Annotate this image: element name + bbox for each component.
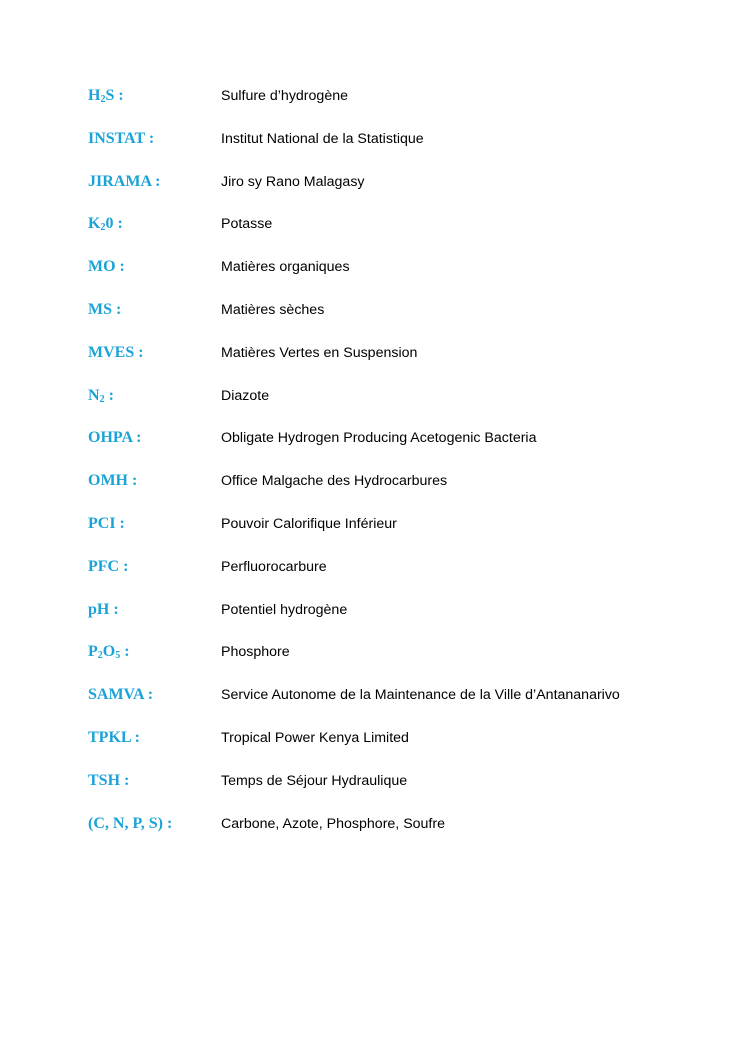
term-text: H — [88, 87, 101, 104]
abbreviation-row — [88, 429, 708, 472]
term-text: pH : — [88, 600, 119, 618]
abbreviation-row — [88, 130, 708, 173]
abbreviation-term — [88, 729, 221, 747]
abbreviation-term — [88, 601, 221, 619]
abbreviation-term — [88, 387, 221, 405]
abbreviation-row — [88, 301, 708, 344]
abbreviation-term — [88, 472, 221, 490]
abbreviation-definition: Obligate Hydrogen Producing Acetogenic Bacteria — [221, 430, 537, 447]
term-text: P — [88, 643, 98, 661]
abbreviation-row — [88, 87, 708, 130]
abbreviation-definition: Tropical Power Kenya Limited — [221, 729, 409, 746]
term-text: PCI : — [88, 514, 125, 532]
term-text: S : — [105, 87, 124, 104]
term-text: INSTAT : — [88, 129, 155, 147]
term-text: 0 : — [105, 215, 123, 233]
term-text: TSH : — [88, 771, 130, 789]
abbreviation-definition: Service Autonome de la Maintenance de la Ville d’Antananarivo — [221, 687, 620, 704]
abbreviation-term — [88, 815, 221, 833]
term-text: JIRAMA : — [88, 172, 161, 190]
abbreviation-definition: Potasse — [221, 216, 273, 233]
term-text: MS : — [88, 300, 122, 318]
abbreviation-term — [88, 87, 221, 105]
term-subscript: 2 — [99, 393, 105, 405]
abbreviation-row — [88, 729, 708, 772]
abbreviation-term — [88, 515, 221, 533]
abbreviation-definition: Phosphore — [221, 644, 290, 661]
abbreviation-row — [88, 472, 708, 515]
abbreviation-definition: Diazote — [221, 387, 270, 404]
term-text: : — [104, 386, 114, 404]
abbreviation-list — [88, 87, 708, 857]
abbreviation-term — [88, 686, 221, 704]
abbreviation-definition: Matières organiques — [221, 259, 350, 276]
term-subscript: 2 — [97, 650, 103, 662]
abbreviation-row — [88, 815, 708, 858]
abbreviation-term — [88, 130, 221, 148]
abbreviation-term — [88, 558, 221, 576]
term-text: PFC : — [88, 557, 129, 575]
abbreviation-row — [88, 215, 708, 258]
term-text: K — [88, 215, 101, 233]
abbreviation-definition: Matières Vertes en Suspension — [221, 344, 418, 361]
abbreviation-term — [88, 344, 221, 362]
term-text: SAMVA : — [88, 686, 154, 704]
abbreviation-term — [88, 643, 221, 661]
abbreviation-row — [88, 173, 708, 216]
term-text: OMH : — [88, 472, 138, 490]
term-subscript: 5 — [115, 650, 121, 662]
abbreviation-row — [88, 686, 708, 729]
abbreviation-definition: Perfluorocarbure — [221, 558, 327, 575]
abbreviation-definition: Temps de Séjour Hydraulique — [221, 772, 408, 789]
term-text: TPKL : — [88, 728, 141, 746]
abbreviation-definition: Pouvoir Calorifique Inférieur — [221, 515, 397, 532]
abbreviation-term — [88, 258, 221, 276]
abbreviation-row — [88, 515, 708, 558]
abbreviation-definition: Carbone, Azote, Phosphore, Soufre — [221, 815, 445, 832]
abbreviation-definition: Jiro sy Rano Malagasy — [221, 173, 365, 190]
abbreviation-row — [88, 643, 708, 686]
abbreviation-definition: Potentiel hydrogène — [221, 601, 348, 618]
abbreviation-definition: Matières sèches — [221, 301, 325, 318]
abbreviation-term — [88, 301, 221, 319]
abbreviation-definition: Institut National de la Statistique — [221, 130, 424, 147]
abbreviation-definition: Office Malgache des Hydrocarbures — [221, 473, 448, 490]
abbreviation-row — [88, 558, 708, 601]
abbreviation-row — [88, 258, 708, 301]
abbreviation-row — [88, 772, 708, 815]
abbreviation-row — [88, 344, 708, 387]
term-text: OHPA : — [88, 429, 142, 447]
abbreviation-term — [88, 429, 221, 447]
term-subscript: 2 — [100, 222, 106, 234]
abbreviation-term — [88, 772, 221, 790]
abbreviation-term — [88, 173, 221, 191]
term-text: N — [88, 386, 100, 404]
abbreviation-row — [88, 387, 708, 430]
abbreviation-definition: Sulfure d’hydrogène — [221, 88, 348, 104]
term-text: MVES : — [88, 343, 144, 361]
abbreviation-row — [88, 601, 708, 644]
term-text: (C, N, P, S) : — [88, 814, 173, 832]
abbreviation-term — [88, 215, 221, 233]
term-text: : — [120, 643, 130, 661]
term-text: O — [102, 643, 116, 661]
term-subscript: 2 — [100, 94, 106, 105]
term-text: MO : — [88, 258, 125, 276]
